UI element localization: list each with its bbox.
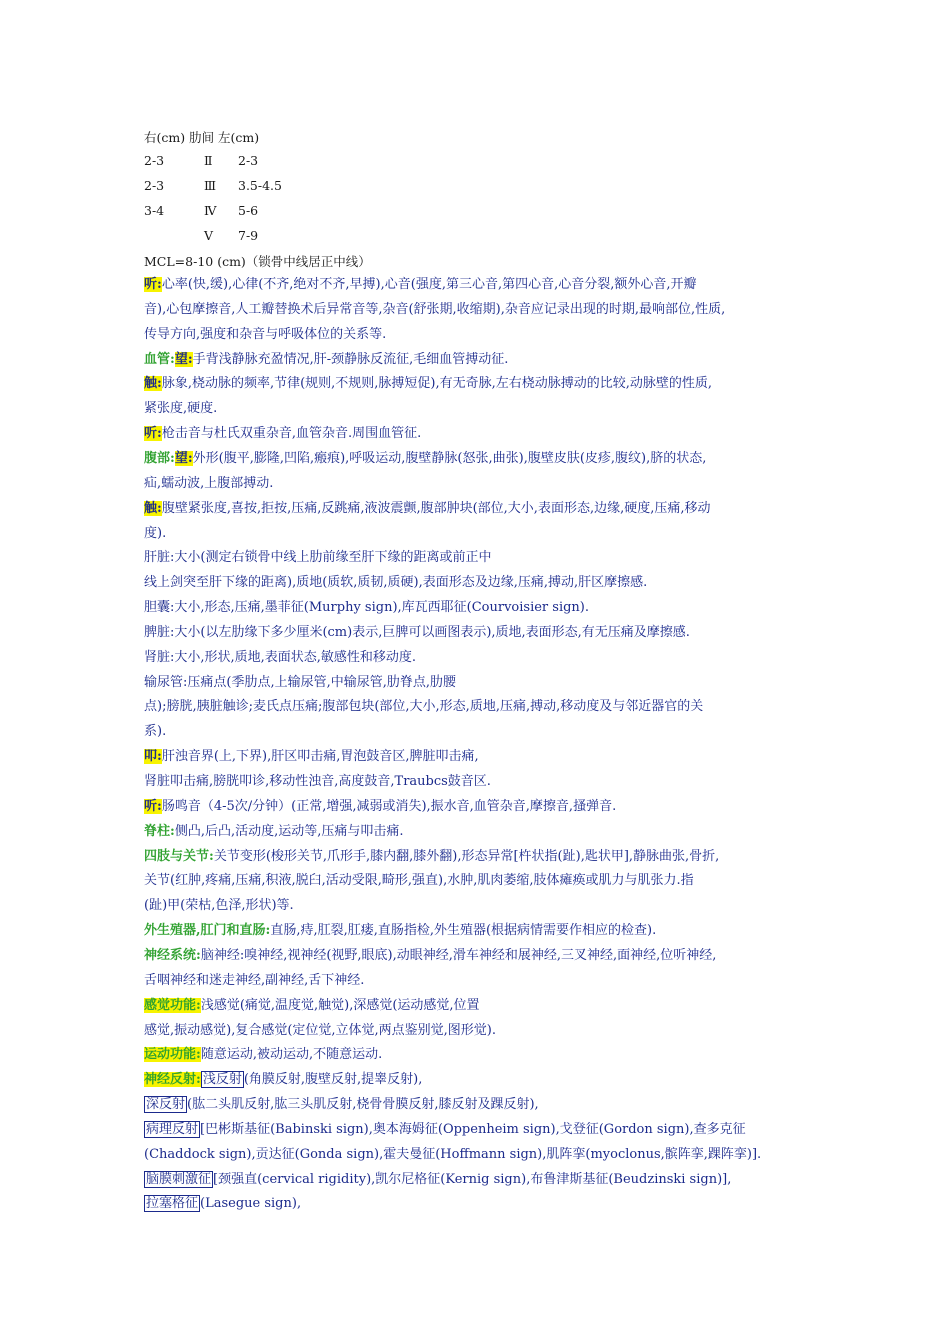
line-text: 度). — [144, 525, 167, 541]
line-text: 肝脏:大小(测定右锁骨中线上肋前缘至肝下缘的距离或前正中 — [144, 550, 492, 566]
line-text: 脉象,桡动脉的频率,节律(规则,不规则,脉搏短促),有无奇脉,左右桡动脉搏动的比较,动脉壁的性质, — [161, 376, 713, 392]
line-text: 关节变形(梭形关节,爪形手,膝内翻,膝外翻),形态异常[杵状指(趾),匙状甲],静脉曲张,骨折, — [213, 848, 720, 864]
text-line — [144, 496, 814, 521]
line-text: [颈强直(cervical rigidity),凯尔尼格征(Kernig sign),布鲁津斯基征(Beudzinski sign)], — [213, 1171, 732, 1187]
line-text: 输尿管:压痛点(季肋点,上输尿管,中输尿管,肋脊点,肋腰 — [144, 674, 456, 690]
line-text: 腹壁紧张度,喜按,拒按,压痛,反跳痛,液波震颤,腹部肿块(部位,大小,表面形态,边缘,硬度,压痛,移动 — [161, 500, 711, 516]
text-line — [144, 893, 814, 918]
line-text: 传导方向,强度和杂音与呼吸体位的关系等. — [144, 326, 387, 342]
line-text: 肠鸣音（4-5次/分钟）(正常,增强,减弱或消失),振水音,血管杂音,摩擦音,搔弹音. — [161, 798, 617, 814]
text-line — [144, 719, 814, 744]
line-text: (Chaddock sign),贡达征(Gonda sign),霍夫曼征(Hoffmann sign),肌阵挛(myoclonus,髌阵挛,踝阵挛)]. — [144, 1146, 762, 1162]
line-text: 线上剑突至肝下缘的距离),质地(质软,质韧,质硬),表面形态及边缘,压痛,搏动,肝区摩擦感. — [144, 575, 648, 591]
text-line — [144, 570, 814, 595]
table-cell-ics: Ⅴ — [204, 228, 214, 243]
line-text: 系). — [144, 724, 167, 740]
line-text: 外形(腹平,膨隆,凹陷,瘢痕),呼吸运动,腹壁静脉(怒张,曲张),腹壁皮肤(皮疹,腹纹),脐的状态, — [192, 450, 707, 466]
line-text: 肾脏叩击痛,膀胱叩诊,移动性浊音,高度鼓音,Traubcs鼓音区. — [144, 774, 491, 789]
line-text: 疝,蠕动波,上腹部搏动. — [144, 475, 274, 491]
line-text: (肱二头肌反射,肱三头肌反射,桡骨骨膜反射,膝反射及踝反射), — [187, 1097, 539, 1113]
text-line — [144, 1042, 814, 1067]
line-text: 关节(红肿,疼痛,压痛,积液,脱臼,活动受限,畸形,强直),水肿,肌肉萎缩,肢体瘫痪或肌力与肌张力.指 — [144, 873, 694, 889]
line-text: 脾脏:大小(以左肋缘下多少厘米(cm)表示,巨脾可以画图表示),质地,表面形态,有无压痛及摩擦感. — [144, 624, 690, 640]
line-text: 侧凸,后凸,活动度,运动等,压痛与叩击痛. — [174, 823, 404, 839]
text-line — [144, 868, 814, 893]
text-line — [144, 645, 814, 670]
table-header: 右(cm) 肋间 左(cm) — [144, 130, 260, 145]
exam-method-tag: 叩: — [144, 749, 162, 765]
text-line — [144, 1191, 814, 1216]
text-line — [144, 371, 814, 396]
line-text: 紧张度,硬度. — [144, 401, 218, 417]
table-cell-left: 5-6 — [238, 203, 259, 218]
line-text: (Lasegue sign), — [200, 1196, 302, 1212]
text-line — [144, 272, 814, 297]
text-line — [144, 1018, 814, 1043]
line-text: 心率(快,缓),心律(不齐,绝对不齐,早搏),心音(强度,第三心音,第四心音,心音分裂,额外心音,开瓣 — [161, 277, 697, 292]
text-line — [144, 744, 814, 769]
table-cell-left: 2-3 — [238, 153, 259, 168]
text-line — [144, 844, 814, 869]
exam-method-tag: 触: — [144, 376, 162, 392]
table-cell-right: 2-3 — [144, 153, 165, 168]
section-heading: 腹部: — [144, 450, 175, 466]
text-line — [144, 1092, 814, 1117]
line-text: (趾)甲(荣枯,色泽,形状)等. — [144, 898, 294, 914]
table-cell-ics: Ⅲ — [204, 178, 217, 193]
text-line — [144, 521, 814, 546]
text-line — [144, 1117, 814, 1142]
text-line — [144, 993, 814, 1018]
text-line — [144, 943, 814, 968]
text-line — [144, 347, 814, 372]
text-line — [144, 918, 814, 943]
highlighted-heading: 感觉功能: — [144, 997, 201, 1013]
text-line — [144, 545, 814, 570]
text-line — [144, 297, 814, 322]
section-heading: 血管: — [144, 351, 175, 367]
line-text: 手背浅静脉充盈情况,肝-颈静脉反流征,毛细血管搏动征. — [192, 351, 509, 367]
text-line — [144, 769, 814, 794]
text-line — [144, 421, 814, 446]
table-cell-ics: Ⅳ — [204, 203, 217, 218]
mcl-note: MCL=8-10 (cm)（锁骨中线居正中线） — [144, 254, 371, 269]
line-text: 点);膀胱,胰脏触诊;麦氏点压痛;腹部包块(部位,大小,形态,质地,压痛,搏动,移动度及与邻近器官的关 — [144, 699, 704, 715]
line-text: 音),心包摩擦音,人工瓣替换术后异常音等,杂音(舒张期,收缩期),杂音应记录出现的时期,最响部位,性质, — [144, 301, 726, 317]
boxed-term: 病理反射 — [146, 1121, 199, 1137]
text-line — [144, 396, 814, 421]
line-text: [巴彬斯基征(Babinski sign),奥本海姆征(Oppenheim sign),戈登征(Gordon sign),查多克征 — [200, 1121, 746, 1137]
exam-method-tag: 听: — [144, 798, 162, 814]
section-heading: 外生殖器,肛门和直肠: — [144, 923, 271, 939]
text-line — [144, 968, 814, 993]
table-cell-left: 3.5-4.5 — [238, 178, 282, 193]
highlighted-heading: 运动功能: — [144, 1047, 201, 1063]
exam-method-tag: 听: — [144, 277, 162, 292]
line-text: 枪击音与杜氏双重杂音,血管杂音.周围血管征. — [161, 426, 422, 442]
exam-method-tag: 望: — [174, 351, 193, 367]
text-line — [144, 471, 814, 496]
text-line — [144, 322, 814, 347]
table-cell-right: 2-3 — [144, 178, 165, 193]
highlighted-heading: 神经反射: — [144, 1072, 201, 1088]
line-text: 浅感觉(痛觉,温度觉,触觉),深感觉(运动感觉,位置 — [200, 997, 480, 1013]
text-line — [144, 694, 814, 719]
boxed-term: 脑膜刺激征 — [146, 1171, 212, 1187]
line-text: 肝浊音界(上,下界),肝区叩击痛,胃泡鼓音区,脾脏叩击痛, — [161, 749, 479, 765]
line-text: 胆囊:大小,形态,压痛,墨菲征(Murphy sign),库瓦西耶征(Courvoisier sign). — [144, 600, 590, 616]
exam-method-tag: 听: — [144, 426, 162, 442]
boxed-term: 浅反射 — [202, 1072, 242, 1088]
table-cell-ics: Ⅱ — [204, 153, 213, 168]
exam-method-tag: 触: — [144, 500, 162, 516]
boxed-term: 拉塞格征 — [146, 1196, 199, 1212]
exam-method-tag: 望: — [174, 450, 193, 466]
text-line — [144, 794, 814, 819]
table-cell-left: 7-9 — [238, 228, 259, 243]
text-line — [144, 595, 814, 620]
section-heading: 神经系统: — [144, 947, 201, 963]
line-text: 感觉,振动感觉),复合感觉(定位觉,立体觉,两点鉴别觉,图形觉). — [144, 1022, 497, 1038]
line-text: 肾脏:大小,形状,质地,表面状态,敏感性和移动度. — [144, 649, 417, 665]
section-heading: 四肢与关节: — [144, 848, 214, 864]
boxed-term: 深反射 — [146, 1097, 186, 1113]
line-text: 舌咽神经和迷走神经,副神经,舌下神经. — [144, 972, 365, 988]
line-text: 直肠,痔,肛裂,肛瘘,直肠指检,外生殖器(根据病情需要作相应的检查). — [270, 923, 657, 939]
line-text: 脑神经:嗅神经,视神经(视野,眼底),动眼神经,滑车神经和展神经,三叉神经,面神经,位听神经, — [200, 947, 717, 963]
text-line — [144, 819, 814, 844]
text-line — [144, 1167, 814, 1192]
line-text: 随意运动,被动运动,不随意运动. — [200, 1047, 383, 1063]
text-line — [144, 1067, 814, 1092]
section-heading: 脊柱: — [144, 823, 175, 839]
table-cell-right: 3-4 — [144, 203, 165, 218]
text-line — [144, 1142, 814, 1167]
line-text: (角膜反射,腹壁反射,提睾反射), — [243, 1072, 423, 1088]
text-line — [144, 670, 814, 695]
text-line — [144, 446, 814, 471]
text-line — [144, 620, 814, 645]
